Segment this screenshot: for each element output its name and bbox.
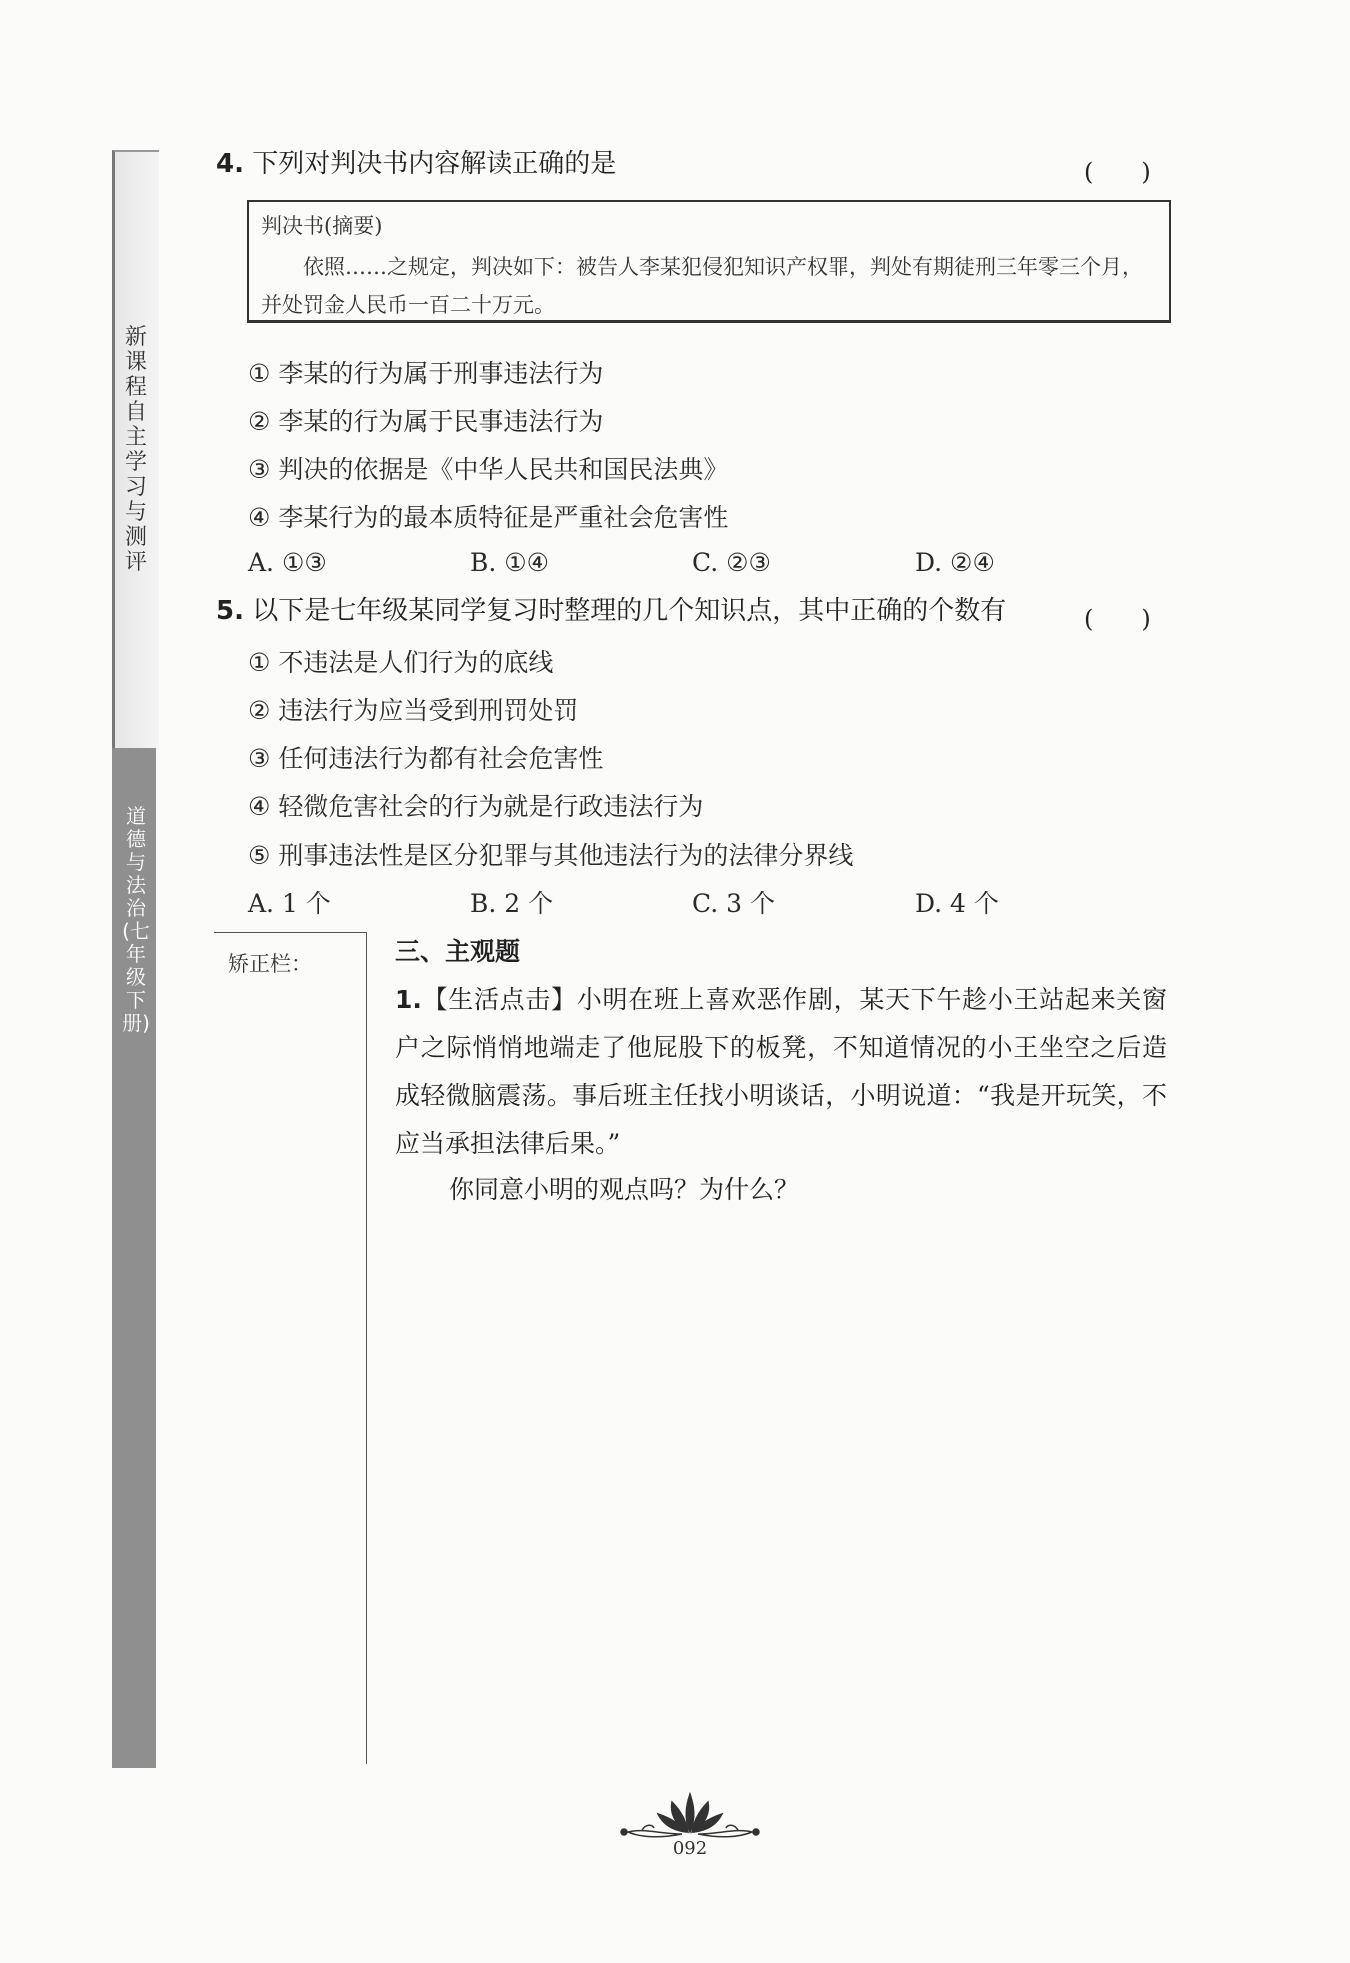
- q4-answer-paren: ( ): [1084, 158, 1151, 186]
- section-3-q1-ask: 你同意小明的观点吗？为什么？: [449, 1175, 800, 1204]
- q5-answer-paren: ( ): [1084, 605, 1151, 633]
- q5-option-5: ⑤ 刑事违法性是区分犯罪与其他违法行为的法律分界线: [248, 841, 854, 870]
- correction-column-divider: [366, 932, 367, 1764]
- q5-option-1: ① 不违法是人们行为的底线: [248, 648, 554, 677]
- correction-column-label: 矫正栏：: [228, 952, 312, 976]
- q4-option-2: ② 李某的行为属于民事违法行为: [248, 407, 604, 436]
- sidebar-subject: 道德与法治(七年级下册): [122, 804, 150, 1035]
- footer-flourish-icon: [612, 1788, 768, 1840]
- section-3-q1-number: 1.: [395, 985, 422, 1014]
- q5-option-4: ④ 轻微危害社会的行为就是行政违法行为: [248, 792, 704, 821]
- q5-option-3: ③ 任何违法行为都有社会危害性: [248, 744, 604, 773]
- q4-number: 4.: [216, 149, 244, 179]
- section-3-q1-tag: 【生活点击】: [421, 985, 577, 1014]
- q4-option-3: ③ 判决的依据是《中华人民共和国民法典》: [248, 455, 729, 484]
- q4-choice-c[interactable]: C. ②③: [692, 548, 771, 577]
- q5-number: 5.: [216, 596, 244, 626]
- q4-stem: 下列对判决书内容解读正确的是: [252, 149, 617, 179]
- q5-choice-b[interactable]: B. 2 个: [470, 889, 554, 918]
- q4-box-text: 依照……之规定，判决如下：被告人李某犯侵犯知识产权罪，判处有期徒刑三年零三个月，并处罚金人民币一百二十万元。: [261, 255, 1143, 317]
- page-number: 092: [672, 1838, 708, 1859]
- q4-choice-d[interactable]: D. ②④: [915, 548, 995, 577]
- q5-choice-d[interactable]: D. 4 个: [915, 889, 999, 918]
- q5-stem: 以下是七年级某同学复习时整理的几个知识点，其中正确的个数有: [252, 596, 1007, 626]
- q4-judgment-box: [247, 200, 1171, 323]
- q5-option-2: ② 违法行为应当受到刑罚处罚: [248, 696, 579, 725]
- sidebar-book-title: 新课程自主学习与测评: [124, 325, 147, 575]
- q4-choice-a[interactable]: A. ①③: [248, 548, 327, 577]
- q5-choice-a[interactable]: A. 1 个: [248, 889, 331, 918]
- q4-box-title: 判决书(摘要): [261, 214, 383, 238]
- q4-stem-line: [216, 147, 616, 181]
- section-3-q1-text: 小明在班上喜欢恶作剧，某天下午趁小王站起来关窗户之际悄悄地端走了他屁股下的板凳，不知道情况的小王坐空之后造成轻微脑震荡。事后班主任找小明谈话，小明说道：“我是开玩笑，不应当承担法律后果。”: [395, 985, 1167, 1158]
- q4-choice-b[interactable]: B. ①④: [470, 548, 550, 577]
- correction-column-top-rule: [214, 932, 366, 933]
- section-3-title: 三、主观题: [395, 937, 521, 966]
- section-3-question-1: [395, 976, 1167, 1168]
- q4-option-1: ① 李某的行为属于刑事违法行为: [248, 359, 604, 388]
- q5-stem-line: [216, 594, 1006, 628]
- q4-option-4: ④ 李某行为的最本质特征是严重社会危害性: [248, 503, 729, 532]
- q5-choice-c[interactable]: C. 3 个: [692, 889, 775, 918]
